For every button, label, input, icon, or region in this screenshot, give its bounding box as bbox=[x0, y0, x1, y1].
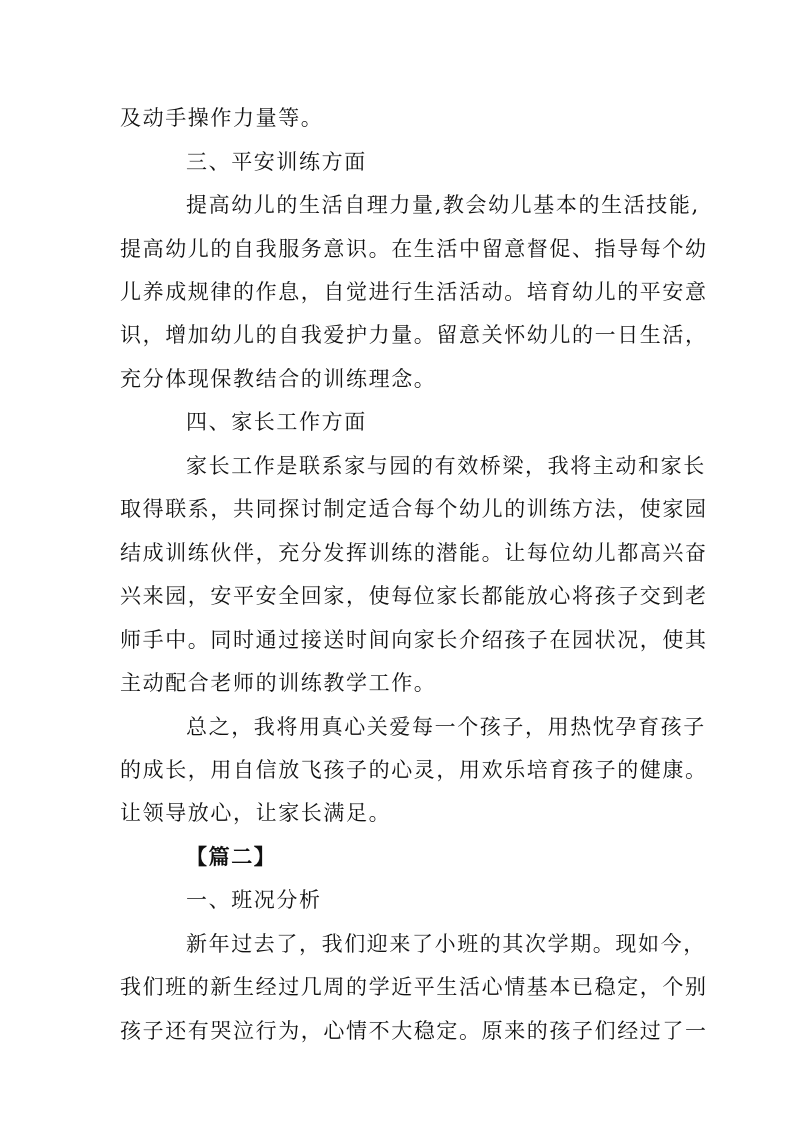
text-line: 师手中。同时通过接送时间向家长介绍孩子在园状况，使其 bbox=[120, 628, 708, 652]
text-line: 及动手操作力量等。 bbox=[120, 106, 324, 130]
text-line: 的成长，用自信放飞孩子的心灵，用欢乐培育孩子的健康。 bbox=[120, 758, 708, 782]
text-line: 我们班的新生经过几周的学近平生活心情基本已稳定，个别 bbox=[120, 975, 708, 999]
text-line: 家长工作是联系家与园的有效桥梁，我将主动和家长 bbox=[186, 454, 706, 478]
text-line: 主动配合老师的训练教学工作。 bbox=[120, 671, 437, 695]
text-line: 识，增加幼儿的自我爱护力量。留意关怀幼儿的一日生活， bbox=[120, 323, 708, 347]
section-heading: 三、平安训练方面 bbox=[186, 150, 367, 174]
text-line: 充分体现保教结合的训练理念。 bbox=[120, 367, 437, 391]
text-line: 结成训练伙伴，充分发挥训练的潜能。让每位幼儿都高兴奋 bbox=[120, 541, 708, 565]
section-heading: 四、家长工作方面 bbox=[186, 410, 367, 434]
text-line: 儿养成规律的作息，自觉进行生活活动。培育幼儿的平安意 bbox=[120, 280, 708, 304]
part-heading: 【篇二】 bbox=[186, 844, 277, 869]
text-line: 兴来园，安平安全回家，使每位家长都能放心将孩子交到老 bbox=[120, 584, 708, 608]
text-line: 孩子还有哭泣行为，心情不大稳定。原来的孩子们经过了一 bbox=[120, 1019, 708, 1043]
text-line: 取得联系，共同探讨制定适合每个幼儿的训练方法，使家园 bbox=[120, 497, 708, 521]
text-line: 提高幼儿的自我服务意识。在生活中留意督促、指导每个幼 bbox=[120, 237, 708, 261]
text-line: 提高幼儿的生活自理力量,教会幼儿基本的生活技能, bbox=[186, 193, 700, 217]
text-line: 总之，我将用真心关爱每一个孩子，用热忱孕育孩子 bbox=[186, 715, 706, 739]
section-heading: 一、班况分析 bbox=[186, 888, 322, 912]
text-line: 新年过去了，我们迎来了小班的其次学期。现如今， bbox=[186, 932, 706, 956]
text-line: 让领导放心，让家长满足。 bbox=[120, 801, 392, 825]
